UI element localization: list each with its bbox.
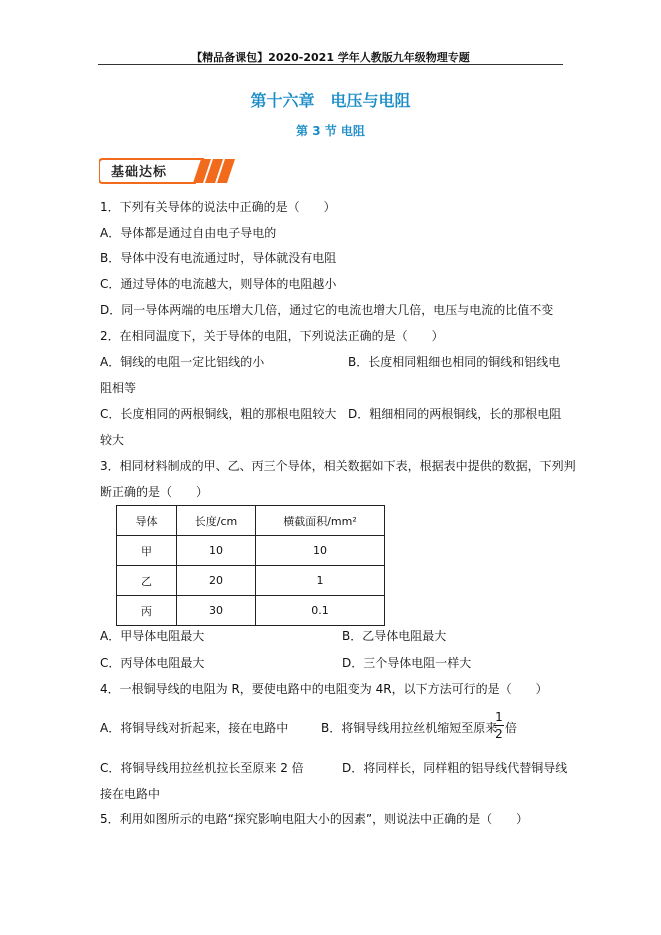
q3-stem: 3．相同材料制成的甲、乙、丙三个导体，相关数据如下表，根据表中提供的数据，下列判 bbox=[100, 459, 576, 473]
fraction-one-half bbox=[494, 710, 504, 741]
table-cell: 20 bbox=[177, 566, 256, 596]
table-row bbox=[117, 596, 385, 626]
q2-option-a: A．铜线的电阻一定比铝线的小 bbox=[100, 355, 265, 369]
q4-option-d: D．将同样长，同样粗的铝导线代替铜导线 bbox=[342, 761, 568, 775]
table-header-cell: 长度/cm bbox=[177, 506, 256, 536]
fraction-denominator: 2 bbox=[495, 727, 503, 741]
q4-option-c: C．将铜导线用拉丝机拉长至原来 2 倍 bbox=[100, 761, 304, 775]
q4-option-d-cont: 接在电路中 bbox=[100, 787, 161, 801]
q1-option-c: C．通过导体的电流越大，则导体的电阻越小 bbox=[100, 277, 337, 291]
table-cell: 30 bbox=[177, 596, 256, 626]
table-header-cell: 导体 bbox=[117, 506, 177, 536]
table-header-cell: 横截面积/mm² bbox=[256, 506, 385, 536]
q3-stem-cont: 断正确的是（ ） bbox=[100, 485, 209, 499]
q4-option-b-suffix: 倍 bbox=[505, 721, 518, 735]
q3-option-b: B．乙导体电阻最大 bbox=[342, 629, 447, 643]
q1-option-a: A．导体都是通过自由电子导电的 bbox=[100, 226, 277, 240]
fraction-numerator: 1 bbox=[495, 710, 503, 724]
table-header-row bbox=[117, 506, 385, 536]
table-cell: 1 bbox=[256, 566, 385, 596]
banner-label: 基础达标 bbox=[111, 165, 168, 180]
header-rule bbox=[98, 64, 563, 65]
q3-option-d: D．三个导体电阻一样大 bbox=[342, 656, 472, 670]
q4-option-a: A．将铜导线对折起来，接在电路中 bbox=[100, 721, 289, 735]
table-cell: 丙 bbox=[117, 596, 177, 626]
section-title: 第 3 节 电阻 bbox=[296, 124, 365, 138]
q1-stem: 1．下列有关导体的说法中正确的是（ ） bbox=[100, 200, 336, 214]
chapter-title: 第十六章 电压与电阻 bbox=[250, 91, 411, 110]
q1-option-d: D．同一导体两端的电压增大几倍，通过它的电流也增大几倍，电压与电流的比值不变 bbox=[100, 303, 554, 317]
q2-option-d-cont: 较大 bbox=[100, 433, 125, 447]
fraction-bar bbox=[494, 725, 504, 726]
q3-option-a: A．甲导体电阻最大 bbox=[100, 629, 205, 643]
q3-option-c: C．丙导体电阻最大 bbox=[100, 656, 205, 670]
q2-option-b: B．长度相同粗细也相同的铜线和铝线电 bbox=[348, 355, 561, 369]
q2-option-b-cont: 阻相等 bbox=[100, 381, 137, 395]
page-header: 【精品备课包】2020-2021 学年人教版九年级物理专题 bbox=[191, 51, 470, 64]
table-cell: 甲 bbox=[117, 536, 177, 566]
q5-stem: 5．利用如图所示的电路“探究影响电阻大小的因素”，则说法中正确的是（ ） bbox=[100, 812, 529, 826]
table-cell: 0.1 bbox=[256, 596, 385, 626]
table-cell: 10 bbox=[177, 536, 256, 566]
table-cell: 乙 bbox=[117, 566, 177, 596]
table-cell: 10 bbox=[256, 536, 385, 566]
q2-option-d: D．粗细相同的两根铜线，长的那根电阻 bbox=[348, 407, 562, 421]
q4-stem: 4．一根铜导线的电阻为 R，要使电路中的电阻变为 4R，以下方法可行的是（ ） bbox=[100, 682, 548, 696]
q4-option-b: B．将铜导线用拉丝机缩短至原来 bbox=[321, 721, 498, 735]
table-row bbox=[117, 536, 385, 566]
q1-option-b: B．导体中没有电流通过时，导体就没有电阻 bbox=[100, 251, 337, 265]
data-table bbox=[116, 505, 385, 626]
q2-option-c: C．长度相同的两根铜线，粗的那根电阻较大 bbox=[100, 407, 337, 421]
q2-stem: 2．在相同温度下，关于导体的电阻，下列说法正确的是（ ） bbox=[100, 329, 444, 343]
table-row bbox=[117, 566, 385, 596]
section-banner bbox=[99, 155, 239, 185]
